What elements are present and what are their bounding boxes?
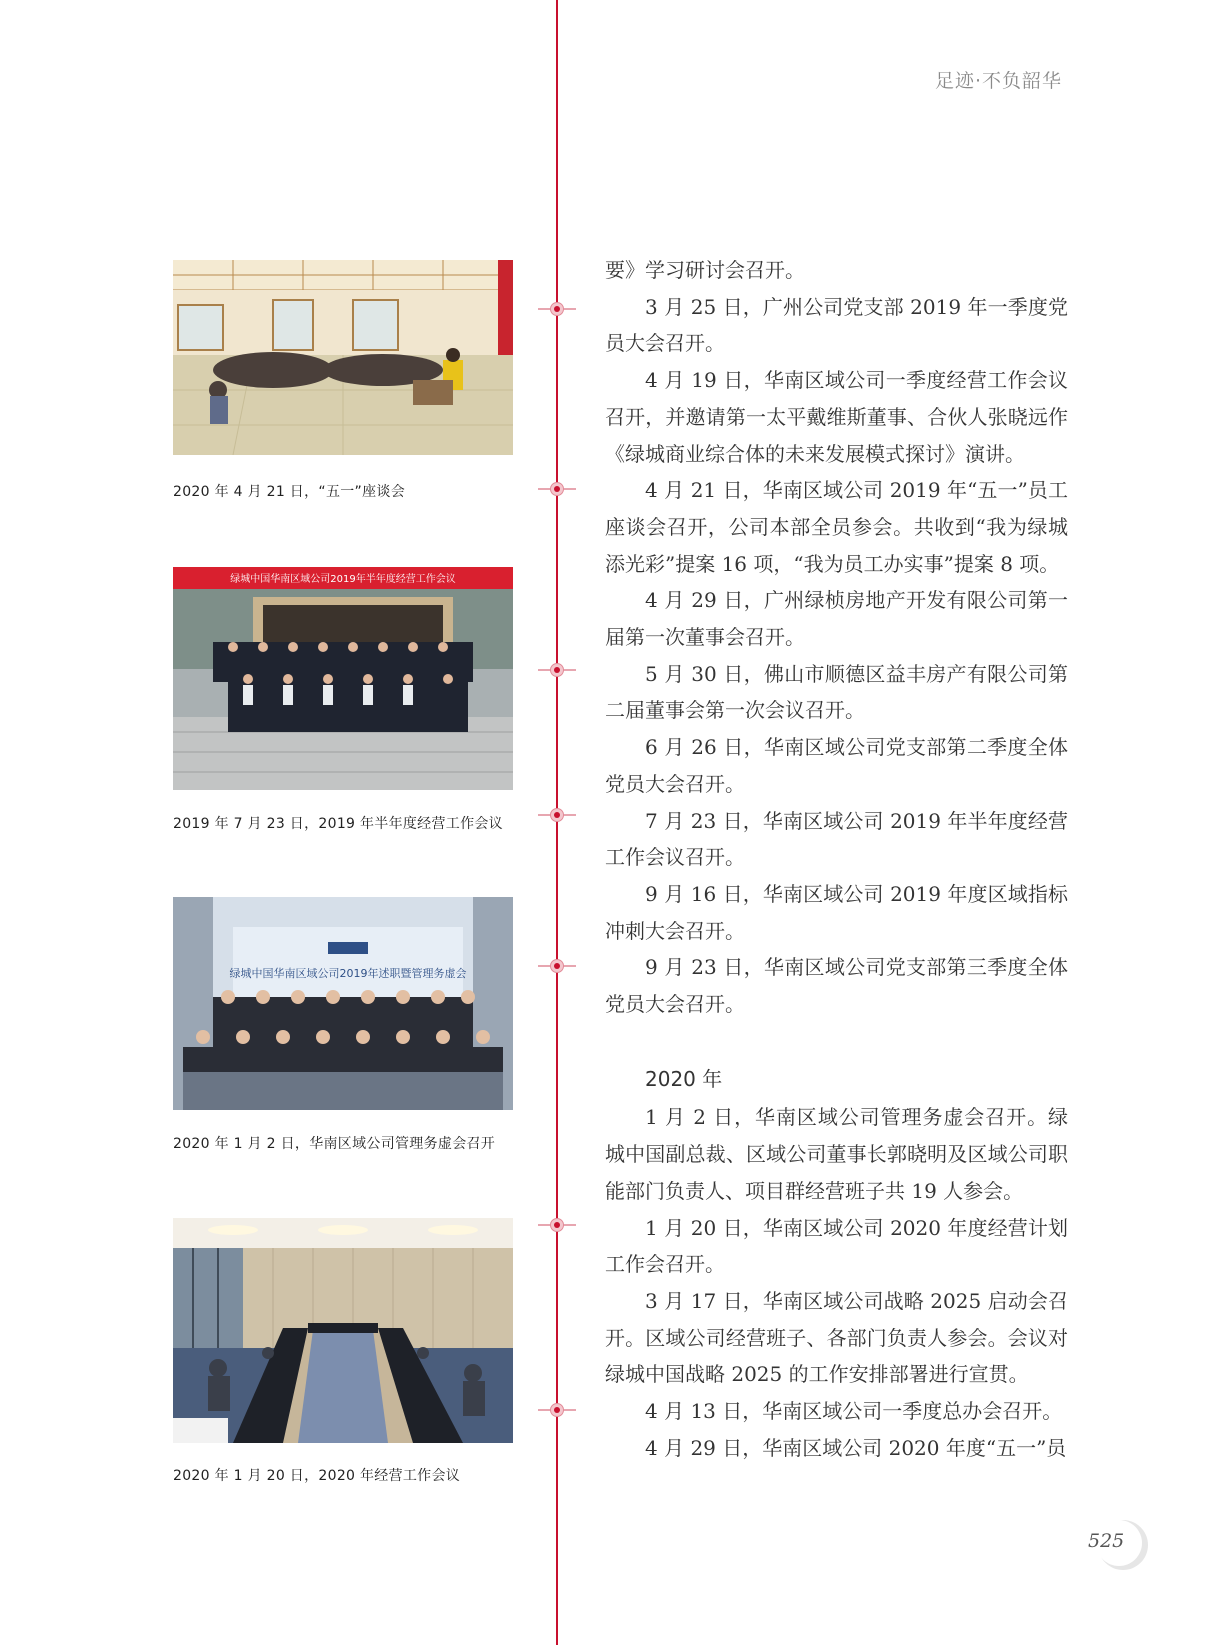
chronicle-entry: 3 月 17 日，华南区域公司战略 2025 启动会召开。区域公司经营班子、各部门负责人参会。会议对绿城中国战略 2025 的工作安排部署进行宣贯。 — [605, 1288, 1068, 1387]
photo-management-retreat — [173, 897, 513, 1110]
chronicle-entry: 4 月 13 日，华南区域公司一季度总办会召开。 — [645, 1399, 1063, 1424]
timeline-marker — [538, 662, 576, 678]
photo-annual-business-meeting — [173, 1218, 513, 1443]
chronicle-text — [605, 252, 1068, 1467]
running-header: 足迹·不负韶华 — [934, 70, 1062, 92]
chronicle-entry: 4 月 29 日，华南区域公司 2020 年度“五一”员 — [645, 1435, 1067, 1460]
timeline-marker — [538, 958, 576, 974]
photo-caption: 2020 年 1 月 2 日，华南区域公司管理务虚会召开 — [173, 1136, 496, 1152]
page-number: 525 — [1088, 1530, 1125, 1552]
year-heading: 2020 年 — [645, 1066, 723, 1091]
photo-caption: 2020 年 1 月 20 日，2020 年经营工作会议 — [173, 1468, 461, 1484]
timeline-marker — [538, 807, 576, 823]
chronicle-entry: 4 月 19 日，华南区域公司一季度经营工作会议召开，并邀请第一太平戴维斯董事、合伙人张晓远作《绿城商业综合体的未来发展模式探讨》演讲。 — [605, 368, 1068, 466]
chronicle-entry: 6 月 26 日，华南区域公司党支部第二季度全体党员大会召开。 — [605, 735, 1068, 796]
banner-text: 绿城中国华南区域公司2019年半年度经营工作会议 — [230, 574, 456, 585]
chronicle-entry: 1 月 20 日，华南区域公司 2020 年度经营计划工作会召开。 — [605, 1215, 1068, 1277]
chronicle-entry: 4 月 21 日，华南区域公司 2019 年“五一”员工座谈会召开，公司本部全员参会。共收到“我为绿城添光彩”提案 16 项，“我为员工办实事”提案 8 项。 — [605, 478, 1068, 576]
timeline-marker — [538, 1402, 576, 1418]
chronicle-entry: 1 月 2 日，华南区域公司管理务虚会召开。绿城中国副总裁、区域公司董事长郭晓明及区域公司职能部门负责人、项目群经营班子共 19 人参会。 — [605, 1105, 1068, 1203]
photo-caption: 2020 年 4 月 21 日，“五一”座谈会 — [173, 484, 406, 500]
photo-half-year-meeting — [173, 567, 513, 790]
chronicle-entry: 5 月 30 日，佛山市顺德区益丰房产有限公司第二届董事会第一次会议召开。 — [605, 661, 1068, 723]
timeline-marker — [538, 1217, 576, 1233]
backdrop-text: 绿城中国华南区域公司2019年述职暨管理务虚会 — [229, 967, 467, 980]
timeline-marker — [538, 481, 576, 497]
chronicle-entry: 要》学习研讨会召开。 — [605, 258, 805, 282]
chronicle-entry: 9 月 23 日，华南区域公司党支部第三季度全体党员大会召开。 — [605, 955, 1068, 1017]
timeline-marker — [538, 301, 576, 317]
chronicle-entry: 7 月 23 日，华南区域公司 2019 年半年度经营工作会议召开。 — [605, 808, 1068, 870]
chronicle-entry: 3 月 25 日，广州公司党支部 2019 年一季度党员大会召开。 — [605, 294, 1068, 356]
chronicle-entry: 4 月 29 日，广州绿桢房地产开发有限公司第一届第一次董事会召开。 — [605, 588, 1068, 650]
chronicle-entry: 9 月 16 日，华南区域公司 2019 年度区域指标冲刺大会召开。 — [605, 881, 1068, 943]
photo-may-day-seminar — [173, 260, 513, 455]
photo-caption: 2019 年 7 月 23 日，2019 年半年度经营工作会议 — [173, 816, 503, 832]
